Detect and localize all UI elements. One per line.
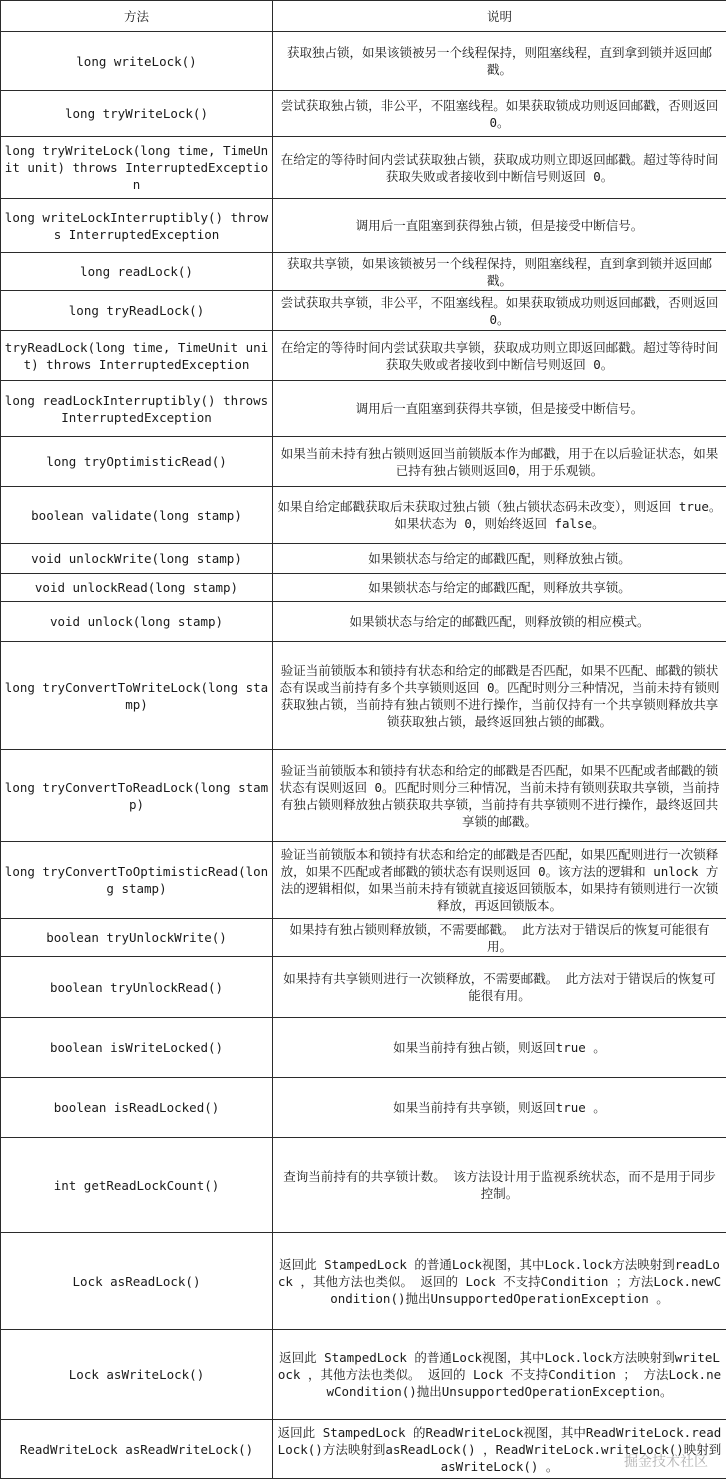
table-row [1, 32, 726, 91]
header-method: 方法 [1, 1, 273, 32]
method-cell: long tryOptimisticRead() [1, 437, 273, 487]
table-row [1, 91, 726, 137]
table-row [1, 437, 726, 487]
table-row [1, 919, 726, 957]
table-row [1, 487, 726, 544]
table-row [1, 1138, 726, 1233]
table-row [1, 750, 726, 842]
description-cell: 查询当前持有的共享锁计数。 该方法设计用于监视系统状态，而不是用于同步控制。 [273, 1138, 726, 1233]
description-cell: 如果锁状态与给定的邮戳匹配，则释放锁的相应模式。 [273, 602, 726, 642]
description-cell: 尝试获取共享锁，非公平，不阻塞线程。如果获取锁成功则返回邮戳，否则返回 0。 [273, 291, 726, 331]
table-body [1, 32, 726, 1479]
description-cell: 验证当前锁版本和锁持有状态和给定的邮戳是否匹配，如果匹配则进行一次锁释放，如果不匹配或者邮戳的锁状态有误则返回 0。该方法的逻辑和 unlock 方法的逻辑相似，如果当前未持有锁就直接返回锁版本，如果持有锁则进行一次锁释放，再返回锁版本。 [273, 842, 726, 919]
method-cell: Lock asReadLock() [1, 1233, 273, 1330]
table-row [1, 574, 726, 602]
method-cell: long readLock() [1, 253, 273, 291]
description-cell: 验证当前锁版本和锁持有状态和给定的邮戳是否匹配，如果不匹配或者邮戳的锁状态有误则返回 0。匹配时则分三种情况，当前未持有锁则获取共享锁，当前持有独占锁则释放独占锁获取共享锁，当前持有共享锁则不进行操作，最终返回共享锁的邮戳。 [273, 750, 726, 842]
method-cell: boolean isReadLocked() [1, 1078, 273, 1138]
table-row [1, 544, 726, 574]
table-row [1, 842, 726, 919]
method-cell: long writeLock() [1, 32, 273, 91]
method-cell: long writeLockInterruptibly() throws InterruptedException [1, 199, 273, 253]
description-cell: 如果锁状态与给定的邮戳匹配，则释放共享锁。 [273, 574, 726, 602]
table-row [1, 381, 726, 437]
description-cell: 获取共享锁，如果该锁被另一个线程保持，则阻塞线程，直到拿到锁并返回邮戳。 [273, 253, 726, 291]
method-cell: boolean validate(long stamp) [1, 487, 273, 544]
method-cell: boolean isWriteLocked() [1, 1018, 273, 1078]
description-cell: 如果持有共享锁则进行一次锁释放，不需要邮戳。 此方法对于错误后的恢复可能很有用。 [273, 957, 726, 1018]
table-row [1, 331, 726, 381]
header-description: 说明 [273, 1, 726, 32]
method-cell: long tryConvertToReadLock(long stamp) [1, 750, 273, 842]
method-cell: ReadWriteLock asReadWriteLock() [1, 1420, 273, 1479]
table-row [1, 1233, 726, 1330]
method-cell: Lock asWriteLock() [1, 1330, 273, 1420]
method-cell: long tryWriteLock(long time, TimeUnit unit) throws InterruptedException [1, 137, 273, 199]
table-row [1, 291, 726, 331]
description-cell: 获取独占锁，如果该锁被另一个线程保持，则阻塞线程，直到拿到锁并返回邮戳。 [273, 32, 726, 91]
description-cell: 调用后一直阻塞到获得独占锁，但是接受中断信号。 [273, 199, 726, 253]
method-cell: long tryReadLock() [1, 291, 273, 331]
description-cell: 验证当前锁版本和锁持有状态和给定的邮戳是否匹配，如果不匹配、邮戳的锁状态有误或当前持有多个共享锁则返回 0。匹配时则分三种情况，当前未持有锁则获取独占锁，当前持有独占锁则不进行操作，当前仅持有一个共享锁则释放共享锁获取独占锁，最终返回独占锁的邮戳。 [273, 642, 726, 750]
table-row [1, 1078, 726, 1138]
description-cell: 在给定的等待时间内尝试获取共享锁，获取成功则立即返回邮戳。超过等待时间获取失败或者接收到中断信号则返回 0。 [273, 331, 726, 381]
method-cell: int getReadLockCount() [1, 1138, 273, 1233]
header-row [1, 1, 726, 32]
method-cell: void unlock(long stamp) [1, 602, 273, 642]
description-cell: 如果当前持有独占锁，则返回true 。 [273, 1018, 726, 1078]
table-row [1, 1018, 726, 1078]
description-cell: 调用后一直阻塞到获得共享锁，但是接受中断信号。 [273, 381, 726, 437]
table-row [1, 137, 726, 199]
description-cell: 返回此 StampedLock 的ReadWriteLock视图，其中ReadWriteLock.readLock()方法映射到asReadLock() ，ReadWriteLock.writeLock()映射到asWriteLock() 。 [273, 1420, 726, 1479]
table-row [1, 1420, 726, 1479]
description-cell: 如果持有独占锁则释放锁，不需要邮戳。 此方法对于错误后的恢复可能很有用。 [273, 919, 726, 957]
method-cell: long tryConvertToWriteLock(long stamp) [1, 642, 273, 750]
description-cell: 尝试获取独占锁，非公平，不阻塞线程。如果获取锁成功则返回邮戳，否则返回 0。 [273, 91, 726, 137]
table-row [1, 642, 726, 750]
method-cell: tryReadLock(long time, TimeUnit unit) throws InterruptedException [1, 331, 273, 381]
table-row [1, 957, 726, 1018]
description-cell: 如果锁状态与给定的邮戳匹配，则释放独占锁。 [273, 544, 726, 574]
table-row [1, 1330, 726, 1420]
description-cell: 如果当前未持有独占锁则返回当前锁版本作为邮戳，用于在以后验证状态，如果已持有独占锁则返回0，用于乐观锁。 [273, 437, 726, 487]
table-row [1, 253, 726, 291]
method-cell: long readLockInterruptibly() throws InterruptedException [1, 381, 273, 437]
method-cell: boolean tryUnlockRead() [1, 957, 273, 1018]
description-cell: 在给定的等待时间内尝试获取独占锁，获取成功则立即返回邮戳。超过等待时间获取失败或者接收到中断信号则返回 0。 [273, 137, 726, 199]
method-cell: long tryWriteLock() [1, 91, 273, 137]
description-cell: 返回此 StampedLock 的普通Lock视图，其中Lock.lock方法映射到readLock ，其他方法也类似。 返回的 Lock 不支持Condition ；方法Lock.newCondition()抛出UnsupportedOperationException 。 [273, 1233, 726, 1330]
method-cell: void unlockRead(long stamp) [1, 574, 273, 602]
watermark: 掘金技术社区 [624, 1451, 708, 1471]
table-row [1, 602, 726, 642]
description-cell: 返回此 StampedLock 的普通Lock视图，其中Lock.lock方法映射到writeLock ，其他方法也类似。 返回的 Lock 不支持Condition ； 方法Lock.newCondition()抛出UnsupportedOperationException。 [273, 1330, 726, 1420]
method-cell: long tryConvertToOptimisticRead(long stamp) [1, 842, 273, 919]
description-cell: 如果当前持有共享锁，则返回true 。 [273, 1078, 726, 1138]
description-cell: 如果自给定邮戳获取后未获取过独占锁（独占锁状态码未改变），则返回 true。 如果状态为 0，则始终返回 false。 [273, 487, 726, 544]
table-row [1, 199, 726, 253]
method-cell: void unlockWrite(long stamp) [1, 544, 273, 574]
method-cell: boolean tryUnlockWrite() [1, 919, 273, 957]
